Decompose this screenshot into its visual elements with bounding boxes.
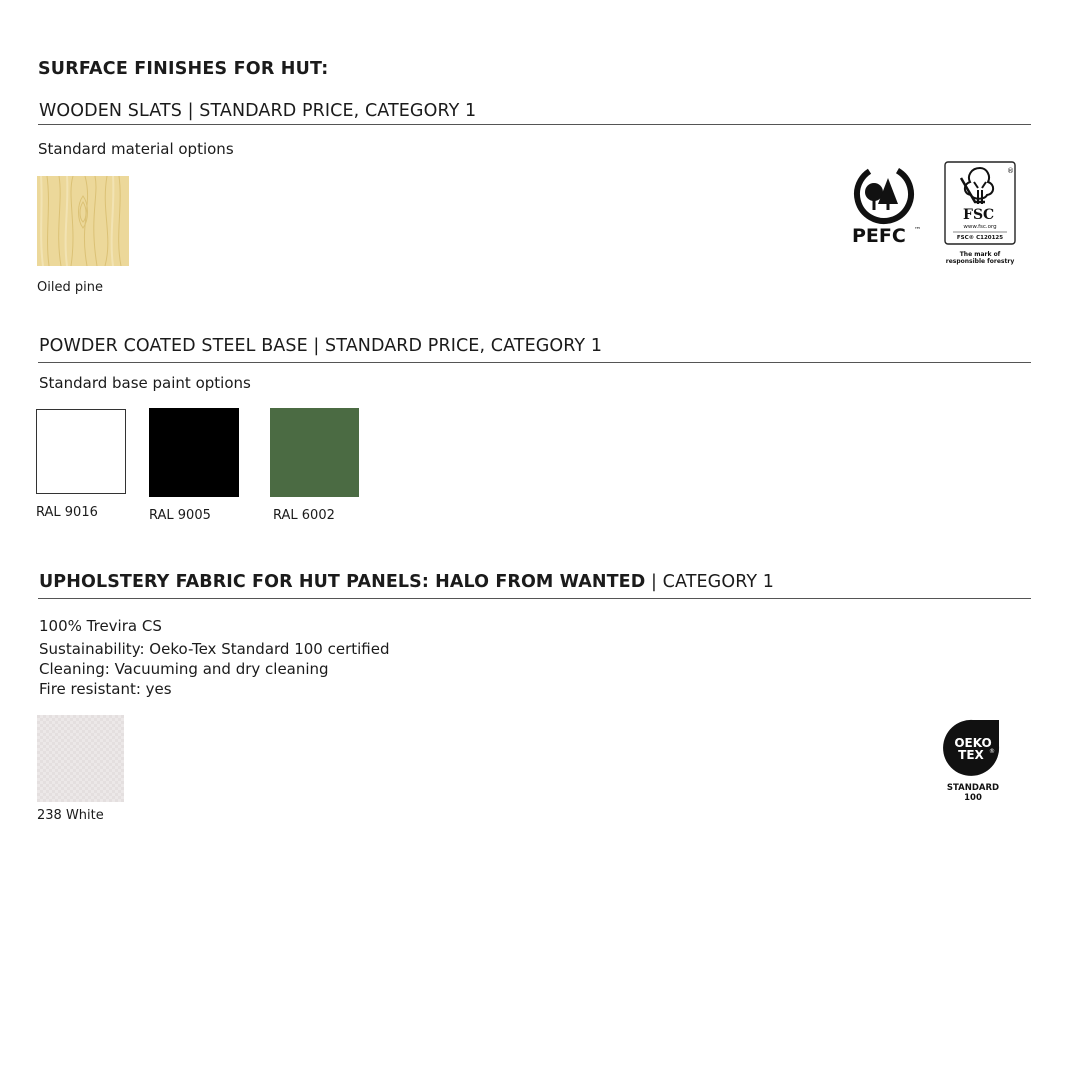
svg-text:STANDARD: STANDARD (946, 783, 1000, 793)
pefc-logo (848, 160, 924, 248)
swatch-label-ral-9005: RAL 9005 (149, 508, 211, 523)
svg-text:®: ® (989, 748, 995, 755)
svg-text:OEKO: OEKO (954, 736, 992, 750)
swatch-238-white (37, 715, 124, 802)
svg-text:™: ™ (914, 226, 921, 234)
svg-text:®: ® (1007, 167, 1014, 175)
swatch-label-ral-9016: RAL 9016 (36, 505, 98, 520)
fabric-heading-category: | CATEGORY 1 (645, 572, 775, 592)
oeko-tex-logo (940, 718, 1006, 804)
swatch-label-238-white: 238 White (37, 808, 104, 823)
svg-text:The mark of: The mark of (959, 251, 1001, 258)
svg-text:responsible forestry: responsible forestry (945, 258, 1015, 265)
fabric-heading-title: UPHOLSTERY FABRIC FOR HUT PANELS: HALO FROM WANTED (39, 572, 646, 592)
swatch-ral-9016 (36, 409, 126, 494)
pefc-wordmark: PEFC (852, 225, 906, 247)
page-title: SURFACE FINISHES FOR HUT: (38, 59, 329, 79)
steel-subheading: Standard base paint options (39, 374, 251, 392)
svg-text:TEX: TEX (958, 748, 984, 762)
swatch-label-ral-6002: RAL 6002 (273, 508, 335, 523)
swatch-ral-9005 (149, 408, 239, 497)
fsc-wordmark: FSC (963, 207, 995, 223)
swatch-oiled-pine (37, 176, 129, 266)
fabric-composition: 100% Trevira CS (39, 617, 162, 635)
swatch-ral-6002 (270, 408, 359, 497)
fabric-sustainability: Sustainability: Oeko-Tex Standard 100 certified (39, 640, 390, 658)
svg-text:100: 100 (964, 793, 982, 803)
fabric-fire-resistance: Fire resistant: yes (39, 680, 172, 698)
oeko-tex-icon (940, 718, 1006, 804)
steel-section-heading: POWDER COATED STEEL BASE | STANDARD PRICE, CATEGORY 1 (39, 336, 603, 356)
wood-section-divider (38, 124, 1031, 125)
svg-text:www.fsc.org: www.fsc.org (963, 224, 997, 230)
svg-text:FSC® C120125: FSC® C120125 (956, 235, 1004, 241)
wood-section-heading: WOODEN SLATS | STANDARD PRICE, CATEGORY 1 (39, 101, 477, 121)
steel-section-divider (38, 362, 1031, 363)
swatch-label-oiled-pine: Oiled pine (37, 280, 103, 295)
wood-subheading: Standard material options (38, 140, 234, 158)
oiled-pine-texture (37, 176, 129, 266)
fabric-section-heading (39, 572, 774, 592)
pefc-icon (848, 160, 924, 248)
fabric-cleaning: Cleaning: Vacuuming and dry cleaning (39, 660, 329, 678)
fabric-section-divider (38, 598, 1031, 599)
fsc-logo (943, 160, 1019, 268)
fabric-texture (37, 715, 124, 802)
fsc-icon (943, 160, 1019, 268)
